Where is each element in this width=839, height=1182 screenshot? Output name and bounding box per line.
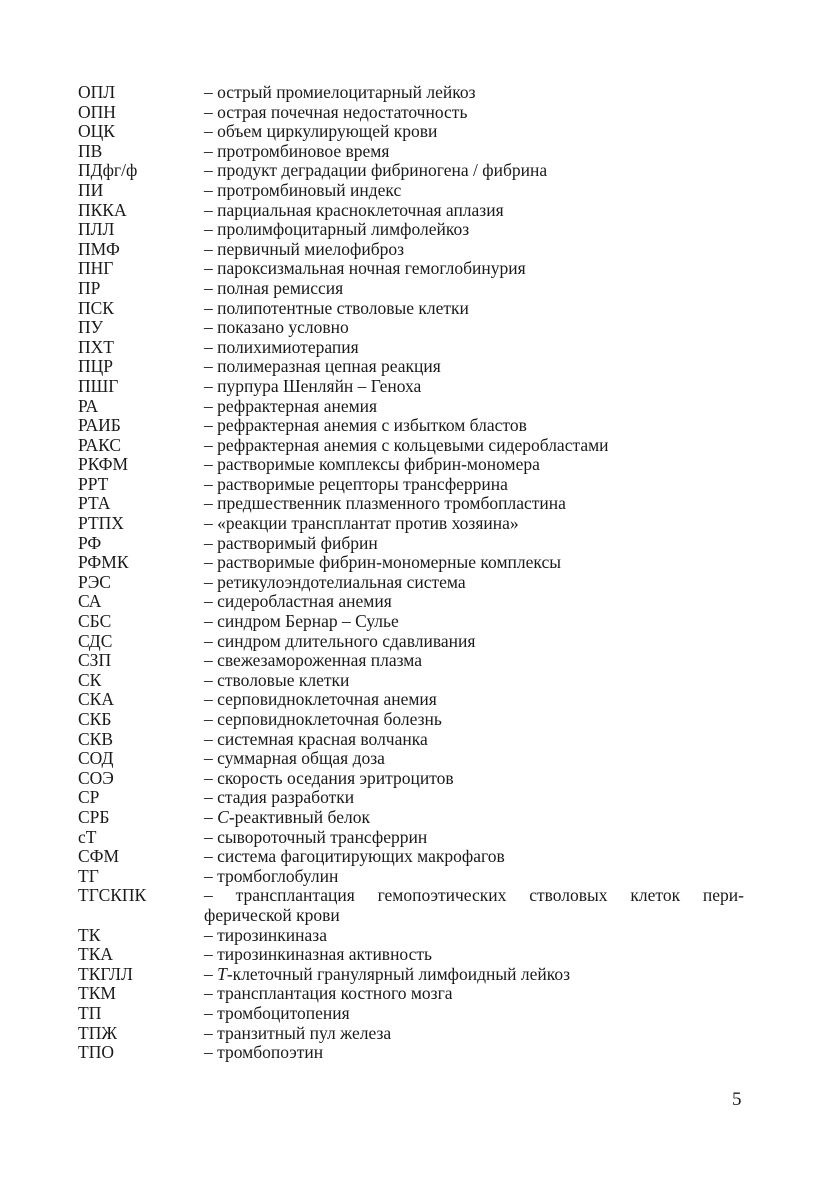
abbreviation: ТГСКПК xyxy=(78,885,147,906)
list-item xyxy=(78,357,744,377)
definition: – предшественник плазменного тромбопластина xyxy=(204,493,566,514)
definition: – рефрактерная анемия с кольцевыми сидеробластами xyxy=(204,434,609,455)
abbreviation: РТА xyxy=(78,493,111,514)
abbreviation: ПШГ xyxy=(78,375,119,396)
list-item xyxy=(78,514,744,534)
definition: – пурпура Шенляйн – Геноха xyxy=(204,375,422,396)
definition: – свежезамороженная плазма xyxy=(204,650,423,671)
definition: – тромбоглобулин xyxy=(204,865,339,886)
list-item xyxy=(78,788,744,808)
definition-suffix: -реактивный белок xyxy=(228,806,370,827)
abbreviation: СКБ xyxy=(78,709,112,729)
abbreviation: ПВ xyxy=(78,140,103,161)
definition: – трансплантация костного мозга xyxy=(204,983,453,1004)
definition xyxy=(204,886,744,925)
list-item xyxy=(78,338,744,358)
list-item xyxy=(78,926,744,946)
abbreviation: ТПЖ xyxy=(78,1022,118,1043)
abbreviation: СЗП xyxy=(78,650,112,671)
definition: – острый промиелоцитарный лейкоз xyxy=(204,82,476,102)
definition-suffix: -клеточный гранулярный лимфоидный лейкоз xyxy=(226,963,571,984)
list-item xyxy=(78,181,744,201)
definition: – пролимфоцитарный лимфолейкоз xyxy=(204,219,470,240)
definition: – система фагоцитирующих макрофагов xyxy=(204,846,505,867)
definition: – тирозинкиназная активность xyxy=(204,944,433,965)
list-item xyxy=(78,299,744,319)
abbreviation: ПЦР xyxy=(78,356,114,377)
abbreviation: СДС xyxy=(78,630,113,651)
list-item xyxy=(78,592,744,612)
abbreviation: ПХТ xyxy=(78,336,114,357)
abbreviation: РАИБ xyxy=(78,415,121,436)
list-item xyxy=(78,83,744,103)
list-item xyxy=(78,1043,744,1063)
abbreviation: ОПН xyxy=(78,101,116,122)
definition: – сидеробластная анемия xyxy=(204,591,392,612)
abbreviation: ТКГЛЛ xyxy=(78,963,133,984)
definition-line-1: – трансплантация гемопоэтических стволовых клеток пери- xyxy=(204,885,744,906)
abbreviation: СКА xyxy=(78,689,114,710)
list-item xyxy=(78,494,744,514)
list-item xyxy=(78,632,744,652)
abbreviation: ПМФ xyxy=(78,238,120,259)
definition: – продукт деградации фибриногена / фибрина xyxy=(204,160,548,181)
abbreviation: ТПО xyxy=(78,1042,114,1063)
list-item xyxy=(78,710,744,730)
definition: – рефрактерная анемия с избытком бластов xyxy=(204,415,527,436)
abbreviation: ПР xyxy=(78,277,101,298)
definition: – ретикулоэндотелиальная система xyxy=(204,571,466,592)
definition: – полимеразная цепная реакция xyxy=(204,356,441,377)
list-item xyxy=(78,103,744,123)
definition: – тромбоцитопения xyxy=(204,1002,350,1023)
definition: – серповидноклеточная болезнь xyxy=(204,709,442,729)
definition xyxy=(204,808,744,828)
definition: – системная красная волчанка xyxy=(204,728,428,749)
definition: – синдром Бернар – Сулье xyxy=(204,611,399,632)
definition: – парциальная красноклеточная аплазия xyxy=(204,199,504,220)
list-item xyxy=(78,612,744,632)
abbreviation: РФМК xyxy=(78,552,129,573)
list-item xyxy=(78,886,744,925)
definition: – первичный миелофиброз xyxy=(204,238,405,259)
list-item xyxy=(78,455,744,475)
list-item xyxy=(78,377,744,397)
abbreviation: РЭС xyxy=(78,571,111,592)
definition: – серповидноклеточная анемия xyxy=(204,689,437,710)
definition: – растворимые комплексы фибрин-мономера xyxy=(204,454,540,475)
page-number: 5 xyxy=(732,1089,742,1110)
definition: – острая почечная недостаточность xyxy=(204,101,468,122)
definition-prefix: – xyxy=(204,806,218,827)
abbreviation: ПНГ xyxy=(78,258,114,279)
abbreviation: СФМ xyxy=(78,846,120,867)
abbreviation: ПИ xyxy=(78,179,104,200)
definition xyxy=(204,965,744,985)
definition-italic-letter: С xyxy=(217,806,229,827)
list-item xyxy=(78,749,744,769)
list-item xyxy=(78,142,744,162)
abbreviation: РКФМ xyxy=(78,454,129,475)
abbreviation: СОЭ xyxy=(78,767,114,788)
abbreviation: СБС xyxy=(78,611,112,632)
definition: – транзитный пул железа xyxy=(204,1022,392,1043)
definition: – рефрактерная анемия xyxy=(204,395,378,416)
abbreviation: ПСК xyxy=(78,297,114,318)
definition: – растворимые фибрин-мономерные комплексы xyxy=(204,552,561,573)
list-item xyxy=(78,122,744,142)
list-item xyxy=(78,671,744,691)
abbreviation: ОЦК xyxy=(78,121,115,142)
list-item xyxy=(78,573,744,593)
definition: – полипотентные стволовые клетки xyxy=(204,297,469,318)
abbreviation: ПЛЛ xyxy=(78,219,115,240)
list-item xyxy=(78,965,744,985)
list-item xyxy=(78,397,744,417)
list-item xyxy=(78,730,744,750)
definition: – стадия разработки xyxy=(204,787,355,808)
abbreviation: ТГ xyxy=(78,865,99,886)
definition: – протромбиновый индекс xyxy=(204,179,402,200)
definition: – скорость оседания эритроцитов xyxy=(204,767,454,788)
abbreviation: ПДфг/ф xyxy=(78,160,138,181)
list-item xyxy=(78,220,744,240)
list-item xyxy=(78,1024,744,1044)
definition-line-2: ферической крови xyxy=(204,904,340,925)
definition: – показано условно xyxy=(204,317,349,338)
abbreviation: ПУ xyxy=(78,317,104,338)
definition: – синдром длительного сдавливания xyxy=(204,630,476,651)
definition: – «реакции трансплантат против хозяина» xyxy=(204,513,519,534)
abbreviation: РРТ xyxy=(78,473,109,494)
definition: – растворимые рецепторы трансферрина xyxy=(204,473,508,494)
list-item xyxy=(78,690,744,710)
abbreviation: РА xyxy=(78,395,99,416)
abbreviation-list xyxy=(78,83,744,1063)
list-item xyxy=(78,651,744,671)
definition: – растворимый фибрин xyxy=(204,532,378,553)
definition: – сывороточный трансферрин xyxy=(204,826,428,847)
list-item xyxy=(78,828,744,848)
definition: – полихимиотерапия xyxy=(204,336,359,357)
list-item xyxy=(78,161,744,181)
abbreviation: ОПЛ xyxy=(78,82,116,102)
definition-italic-letter: Т xyxy=(217,963,227,984)
definition-prefix: – xyxy=(204,963,218,984)
abbreviation: РАКС xyxy=(78,434,122,455)
list-item xyxy=(78,945,744,965)
list-item xyxy=(78,769,744,789)
list-item xyxy=(78,279,744,299)
definition: – объем циркулирующей крови xyxy=(204,121,438,142)
definition: – тирозинкиназа xyxy=(204,924,327,945)
list-item xyxy=(78,240,744,260)
abbreviation: ПККА xyxy=(78,199,127,220)
abbreviation: РТПХ xyxy=(78,513,124,534)
abbreviation: РФ xyxy=(78,532,102,553)
list-item xyxy=(78,847,744,867)
definition: – пароксизмальная ночная гемоглобинурия xyxy=(204,258,526,279)
list-item xyxy=(78,808,744,828)
abbreviation: ТП xyxy=(78,1002,102,1023)
definition: – стволовые клетки xyxy=(204,669,350,690)
list-item xyxy=(78,1004,744,1024)
list-item xyxy=(78,201,744,221)
abbreviation: СКВ xyxy=(78,728,114,749)
definition: – суммарная общая доза xyxy=(204,748,385,769)
list-item xyxy=(78,553,744,573)
abbreviation: ТК xyxy=(78,924,101,945)
list-item xyxy=(78,867,744,887)
abbreviation: сТ xyxy=(78,826,97,847)
definition: – тромбопоэтин xyxy=(204,1042,324,1063)
list-item xyxy=(78,984,744,1004)
definition: – полная ремиссия xyxy=(204,277,344,298)
abbreviation: СРБ xyxy=(78,806,110,827)
definition: – протромбиновое время xyxy=(204,140,390,161)
abbreviation: СА xyxy=(78,591,102,612)
abbreviation: СР xyxy=(78,787,100,808)
abbreviation: СОД xyxy=(78,748,114,769)
list-item xyxy=(78,475,744,495)
list-item xyxy=(78,534,744,554)
abbreviation: ТКМ xyxy=(78,983,116,1004)
abbreviation: СК xyxy=(78,669,102,690)
abbreviation: ТКА xyxy=(78,944,113,965)
list-item xyxy=(78,436,744,456)
list-item xyxy=(78,416,744,436)
list-item xyxy=(78,259,744,279)
list-item xyxy=(78,318,744,338)
